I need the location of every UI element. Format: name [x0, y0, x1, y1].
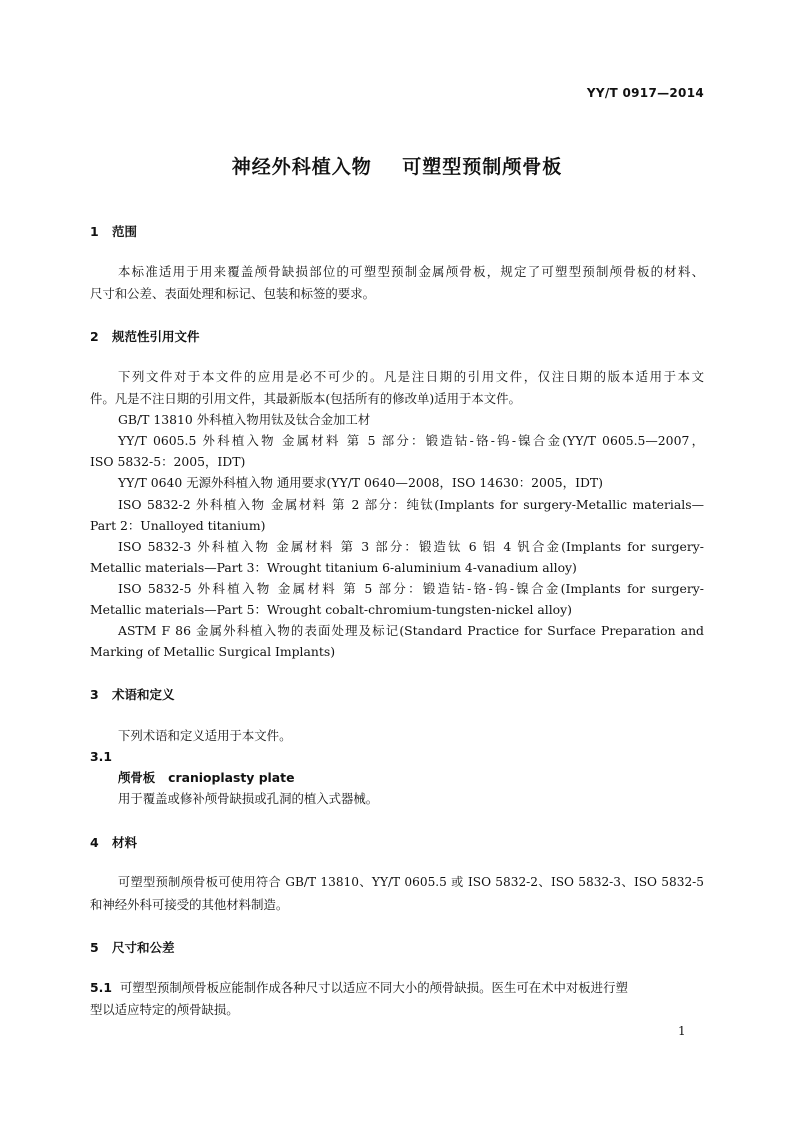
paragraph-line: 下列术语和定义适用于本文件。 — [118, 728, 292, 743]
paragraph-line: 型以适应特定的颅骨缺损。 — [90, 1002, 239, 1017]
section-2-heading — [90, 327, 200, 345]
section-4-heading — [90, 833, 137, 851]
document-code: YY/T 0917—2014 — [586, 86, 704, 100]
reference-item: ISO 5832-3 外科植入物 金属材料 第 3 部分：锻造钛 6 铝 4 钒合金(Implants for surgery- — [118, 539, 704, 554]
section-title: 规范性引用文件 — [112, 329, 200, 344]
section-number: 3 — [90, 687, 99, 702]
reference-item: YY/T 0640 无源外科植入物 通用要求(YY/T 0640—2008，ISO 14630：2005，IDT) — [118, 475, 604, 490]
section-number: 2 — [90, 329, 99, 344]
section-number: 1 — [90, 224, 99, 239]
subsection-5-1-line — [90, 977, 704, 998]
paragraph-line: 下列文件对于本文件的应用是必不可少的。凡是注日期的引用文件，仅注日期的版本适用于本文 — [118, 369, 704, 384]
reference-item-continuation: Metallic materials—Part 3：Wrought titanium 6-aluminium 4-vanadium alloy) — [90, 560, 577, 575]
section-title: 术语和定义 — [112, 687, 175, 702]
section-5-heading — [90, 938, 175, 956]
page-number: 1 — [678, 1024, 686, 1038]
reference-item: ISO 5832-5 外科植入物 金属材料 第 5 部分：锻造钴-铬-钨-镍合金(Implants for surgery- — [118, 581, 704, 596]
reference-item-continuation: ISO 5832-5：2005，IDT) — [90, 454, 246, 469]
paragraph-line: 尺寸和公差、表面处理和标记、包装和标签的要求。 — [90, 286, 375, 301]
document-title: 神经外科植入物 可塑型预制颅骨板 — [231, 156, 563, 178]
section-title: 范围 — [112, 224, 138, 239]
section-title: 材料 — [112, 835, 138, 850]
reference-item: YY/T 0605.5 外科植入物 金属材料 第 5 部分：锻造钴-铬-钨-镍合金(YY/T 0605.5—2007， — [118, 433, 704, 448]
reference-item: GB/T 13810 外科植入物用钛及钛合金加工材 — [118, 412, 371, 427]
section-number: 5 — [90, 940, 99, 955]
section-title: 尺寸和公差 — [112, 940, 175, 955]
paragraph-line: 本标准适用于用来覆盖颅骨缺损部位的可塑型预制金属颅骨板，规定了可塑型预制颅骨板的材料、 — [118, 264, 704, 279]
term-entry — [118, 767, 704, 788]
section-1-heading — [90, 222, 137, 240]
section-3-heading — [90, 685, 175, 703]
subsection-number: 3.1 — [90, 749, 112, 764]
term-english: cranioplasty plate — [168, 770, 295, 785]
reference-item: ISO 5832-2 外科植入物 金属材料 第 2 部分：纯钛(Implants for surgery-Metallic materials— — [118, 497, 704, 512]
reference-item: ASTM F 86 金属外科植入物的表面处理及标记(Standard Practice for Surface Preparation and — [118, 623, 704, 638]
section-number: 4 — [90, 835, 99, 850]
reference-item-continuation: Part 2：Unalloyed titanium) — [90, 518, 266, 533]
paragraph-line: 可塑型预制颅骨板可使用符合 GB/T 13810、YY/T 0605.5 或 ISO 5832-2、ISO 5832-3、ISO 5832-5 — [118, 875, 704, 889]
reference-item-continuation: Metallic materials—Part 5：Wrought cobalt-chromium-tungsten-nickel alloy) — [90, 602, 572, 617]
term-chinese: 颅骨板 — [118, 770, 156, 785]
subsection-number: 5.1 — [90, 980, 112, 995]
paragraph-line: 件。凡是不注日期的引用文件，其最新版本(包括所有的修改单)适用于本文件。 — [90, 391, 521, 406]
paragraph-line: 和神经外科可接受的其他材料制造。 — [90, 897, 289, 912]
reference-item-continuation: Marking of Metallic Surgical Implants) — [90, 644, 336, 659]
term-definition: 用于覆盖或修补颅骨缺损或孔洞的植入式器械。 — [118, 791, 379, 806]
paragraph-text: 可塑型预制颅骨板应能制作成各种尺寸以适应不同大小的颅骨缺损。医生可在术中对板进行塑 — [119, 980, 628, 995]
